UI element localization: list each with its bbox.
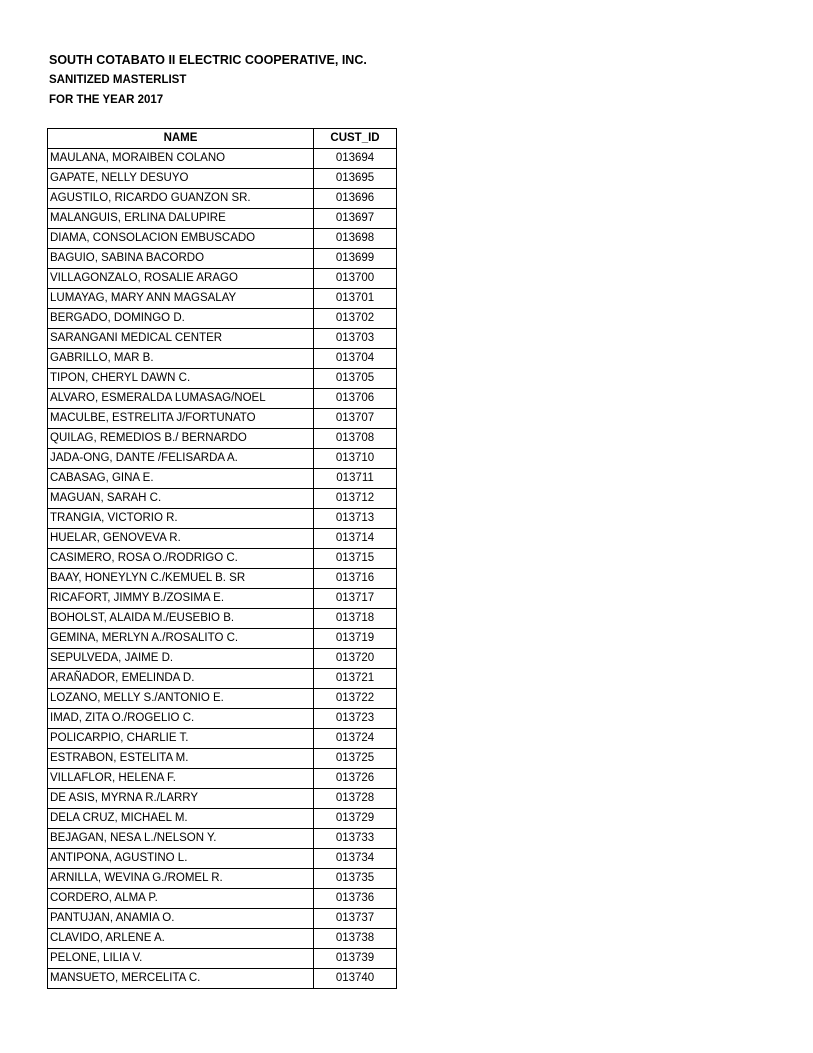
customer-id-cell: 013736 <box>314 889 397 909</box>
table-row <box>48 209 397 229</box>
customer-name-cell: GAPATE, NELLY DESUYO <box>48 169 314 189</box>
customer-id-cell: 013698 <box>314 229 397 249</box>
table-row <box>48 189 397 209</box>
table-row <box>48 269 397 289</box>
customer-name-cell: ARNILLA, WEVINA G./ROMEL R. <box>48 869 314 889</box>
customer-id-cell: 013701 <box>314 289 397 309</box>
table-row <box>48 629 397 649</box>
customer-name-cell: BOHOLST, ALAIDA M./EUSEBIO B. <box>48 609 314 629</box>
table-row <box>48 869 397 889</box>
customer-name-cell: CLAVIDO, ARLENE A. <box>48 929 314 949</box>
table-row <box>48 289 397 309</box>
customer-name-cell: DELA CRUZ, MICHAEL M. <box>48 809 314 829</box>
customer-id-cell: 013707 <box>314 409 397 429</box>
customer-name-cell: BAAY, HONEYLYN C./KEMUEL B. SR <box>48 569 314 589</box>
document-year: FOR THE YEAR 2017 <box>49 94 164 106</box>
customer-name-cell: CABASAG, GINA E. <box>48 469 314 489</box>
customer-name-cell: IMAD, ZITA O./ROGELIO C. <box>48 709 314 729</box>
customer-id-cell: 013695 <box>314 169 397 189</box>
customer-id-cell: 013694 <box>314 149 397 169</box>
customer-name-cell: BEJAGAN, NESA L./NELSON Y. <box>48 829 314 849</box>
customer-name-cell: SARANGANI MEDICAL CENTER <box>48 329 314 349</box>
customer-id-cell: 013700 <box>314 269 397 289</box>
customer-name-cell: TRANGIA, VICTORIO R. <box>48 509 314 529</box>
table-row <box>48 669 397 689</box>
customer-name-cell: GABRILLO, MAR B. <box>48 349 314 369</box>
table-row <box>48 769 397 789</box>
table-row <box>48 829 397 849</box>
customer-name-cell: LOZANO, MELLY S./ANTONIO E. <box>48 689 314 709</box>
customer-name-cell: ESTRABON, ESTELITA M. <box>48 749 314 769</box>
customer-name-cell: QUILAG, REMEDIOS B./ BERNARDO <box>48 429 314 449</box>
customer-name-cell: SEPULVEDA, JAIME D. <box>48 649 314 669</box>
customer-id-cell: 013702 <box>314 309 397 329</box>
customer-id-cell: 013729 <box>314 809 397 829</box>
customer-id-cell: 013704 <box>314 349 397 369</box>
customer-name-cell: RICAFORT, JIMMY B./ZOSIMA E. <box>48 589 314 609</box>
customer-name-cell: HUELAR, GENOVEVA R. <box>48 529 314 549</box>
customer-name-cell: PANTUJAN, ANAMIA O. <box>48 909 314 929</box>
customer-id-cell: 013738 <box>314 929 397 949</box>
customer-name-cell: DE ASIS, MYRNA R./LARRY <box>48 789 314 809</box>
customer-name-cell: MALANGUIS, ERLINA DALUPIRE <box>48 209 314 229</box>
customer-id-cell: 013714 <box>314 529 397 549</box>
table-row <box>48 309 397 329</box>
table-row <box>48 809 397 829</box>
customer-id-cell: 013735 <box>314 869 397 889</box>
customer-name-cell: ANTIPONA, AGUSTINO L. <box>48 849 314 869</box>
column-header-name: NAME <box>48 129 314 149</box>
customer-name-cell: PELONE, LILIA V. <box>48 949 314 969</box>
table-row <box>48 429 397 449</box>
customer-id-cell: 013734 <box>314 849 397 869</box>
table-row <box>48 229 397 249</box>
table-row <box>48 849 397 869</box>
table-row <box>48 689 397 709</box>
table-row <box>48 589 397 609</box>
customer-name-cell: ARAÑADOR, EMELINDA D. <box>48 669 314 689</box>
customer-id-cell: 013706 <box>314 389 397 409</box>
table-header-row <box>48 129 397 149</box>
customer-id-cell: 013699 <box>314 249 397 269</box>
customer-name-cell: BAGUIO, SABINA BACORDO <box>48 249 314 269</box>
customer-name-cell: POLICARPIO, CHARLIE T. <box>48 729 314 749</box>
customer-name-cell: AGUSTILO, RICARDO GUANZON SR. <box>48 189 314 209</box>
customer-id-cell: 013728 <box>314 789 397 809</box>
table-row <box>48 729 397 749</box>
table-row <box>48 889 397 909</box>
table-row <box>48 149 397 169</box>
table-row <box>48 929 397 949</box>
table-row <box>48 789 397 809</box>
customer-id-cell: 013711 <box>314 469 397 489</box>
table-row <box>48 529 397 549</box>
table-row <box>48 749 397 769</box>
customer-name-cell: LUMAYAG, MARY ANN MAGSALAY <box>48 289 314 309</box>
table-row <box>48 469 397 489</box>
customer-id-cell: 013718 <box>314 609 397 629</box>
customer-name-cell: MAGUAN, SARAH C. <box>48 489 314 509</box>
table-row <box>48 909 397 929</box>
customer-id-cell: 013705 <box>314 369 397 389</box>
table-row <box>48 369 397 389</box>
customer-name-cell: DIAMA, CONSOLACION EMBUSCADO <box>48 229 314 249</box>
table-row <box>48 169 397 189</box>
customer-id-cell: 013715 <box>314 549 397 569</box>
customer-id-cell: 013720 <box>314 649 397 669</box>
customer-name-cell: CORDERO, ALMA P. <box>48 889 314 909</box>
customer-name-cell: ALVARO, ESMERALDA LUMASAG/NOEL <box>48 389 314 409</box>
customer-name-cell: VILLAGONZALO, ROSALIE ARAGO <box>48 269 314 289</box>
customer-name-cell: JADA-ONG, DANTE /FELISARDA A. <box>48 449 314 469</box>
customer-id-cell: 013717 <box>314 589 397 609</box>
customer-name-cell: MAULANA, MORAIBEN COLANO <box>48 149 314 169</box>
customer-id-cell: 013719 <box>314 629 397 649</box>
column-header-cust-id: CUST_ID <box>314 129 397 149</box>
table-row <box>48 969 397 989</box>
document-header <box>49 50 367 110</box>
customer-id-cell: 013723 <box>314 709 397 729</box>
table-row <box>48 509 397 529</box>
customer-name-cell: TIPON, CHERYL DAWN C. <box>48 369 314 389</box>
customer-id-cell: 013697 <box>314 209 397 229</box>
table-row <box>48 409 397 429</box>
table-row <box>48 709 397 729</box>
customer-id-cell: 013722 <box>314 689 397 709</box>
customer-id-cell: 013713 <box>314 509 397 529</box>
table-row <box>48 349 397 369</box>
customer-id-cell: 013724 <box>314 729 397 749</box>
table-row <box>48 329 397 349</box>
customer-name-cell: MACULBE, ESTRELITA J/FORTUNATO <box>48 409 314 429</box>
document-subtitle: SANITIZED MASTERLIST <box>49 74 187 86</box>
customer-id-cell: 013726 <box>314 769 397 789</box>
customer-name-cell: VILLAFLOR, HELENA F. <box>48 769 314 789</box>
table-row <box>48 609 397 629</box>
customer-name-cell: GEMINA, MERLYN A./ROSALITO C. <box>48 629 314 649</box>
customer-id-cell: 013696 <box>314 189 397 209</box>
table-row <box>48 489 397 509</box>
customer-name-cell: BERGADO, DOMINGO D. <box>48 309 314 329</box>
table-row <box>48 649 397 669</box>
table-row <box>48 549 397 569</box>
customer-id-cell: 013708 <box>314 429 397 449</box>
customer-id-cell: 013712 <box>314 489 397 509</box>
customer-id-cell: 013740 <box>314 969 397 989</box>
customer-name-cell: CASIMERO, ROSA O./RODRIGO C. <box>48 549 314 569</box>
customer-id-cell: 013716 <box>314 569 397 589</box>
customer-name-cell: MANSUETO, MERCELITA C. <box>48 969 314 989</box>
customer-id-cell: 013739 <box>314 949 397 969</box>
table-row <box>48 389 397 409</box>
masterlist-table <box>47 128 397 989</box>
customer-id-cell: 013737 <box>314 909 397 929</box>
document-title: SOUTH COTABATO II ELECTRIC COOPERATIVE, INC. <box>49 53 367 67</box>
customer-id-cell: 013725 <box>314 749 397 769</box>
table-row <box>48 949 397 969</box>
table-row <box>48 449 397 469</box>
customer-id-cell: 013710 <box>314 449 397 469</box>
customer-id-cell: 013733 <box>314 829 397 849</box>
customer-id-cell: 013721 <box>314 669 397 689</box>
table-body <box>48 149 397 989</box>
table-row <box>48 249 397 269</box>
table-row <box>48 569 397 589</box>
customer-id-cell: 013703 <box>314 329 397 349</box>
